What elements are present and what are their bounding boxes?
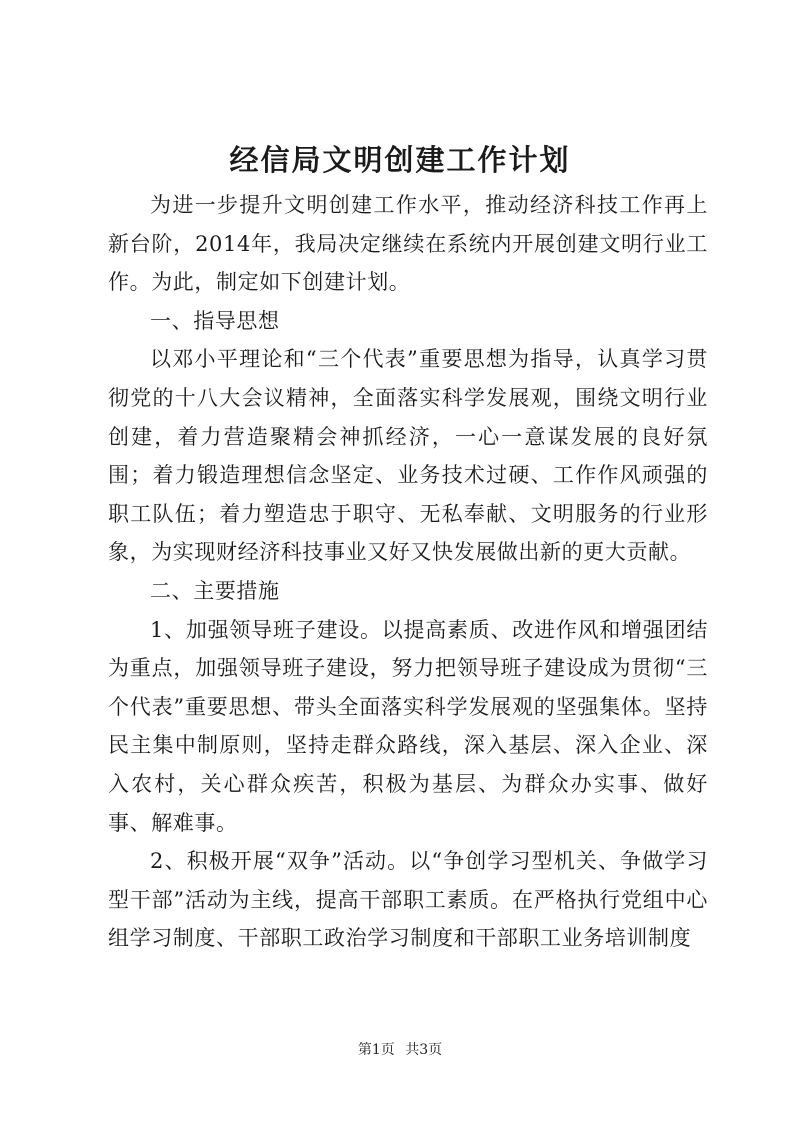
- measure-2-paragraph: 2、积极开展“双争”活动。以“争创学习型机关、争做学习型干部”活动为主线，提高干部职工素质。在严格执行党组中心组学习制度、干部职工政治学习制度和干部职工业务培训制度: [108, 849, 708, 951]
- document-body: [108, 186, 708, 958]
- section-heading-guiding-ideology: 一、指导思想: [150, 308, 280, 333]
- page-number: 第1页: [357, 1042, 395, 1058]
- page-footer: [0, 1040, 800, 1060]
- section-heading-main-measures: 二、主要措施: [150, 578, 280, 603]
- guiding-ideology-paragraph: 以邓小平理论和“三个代表”重要思想为指导，认真学习贯彻党的十八大会议精神，全面落实科学发展观，围绕文明行业创建，着力营造聚精会神抓经济，一心一意谋发展的良好氛围；着力锻造理想信念坚定、业务技术过硬、工作作风顽强的职工队伍；着力塑造忠于职守、无私奉献、文明服务的行业形象，为实现财经济科技事业又好又快发展做出新的更大贡献。: [108, 347, 708, 565]
- intro-paragraph: 为进一步提升文明创建工作水平，推动经济科技工作再上新台阶，2014年，我局决定继续在系统内开展创建文明行业工作。为此，制定如下创建计划。: [108, 193, 708, 295]
- measure-1-paragraph: 1、加强领导班子建设。以提高素质、改进作风和增强团结为重点，加强领导班子建设，努力把领导班子建设成为贯彻“三个代表”重要思想、带头全面落实科学发展观的坚强集体。坚持民主集中制原则，坚持走群众路线，深入基层、深入企业、深入农村，关心群众疾苦，积极为基层、为群众办实事、做好事、解难事。: [108, 617, 708, 835]
- page-total: 共3页: [405, 1042, 443, 1058]
- document-title: 经信局文明创建工作计划: [229, 143, 571, 177]
